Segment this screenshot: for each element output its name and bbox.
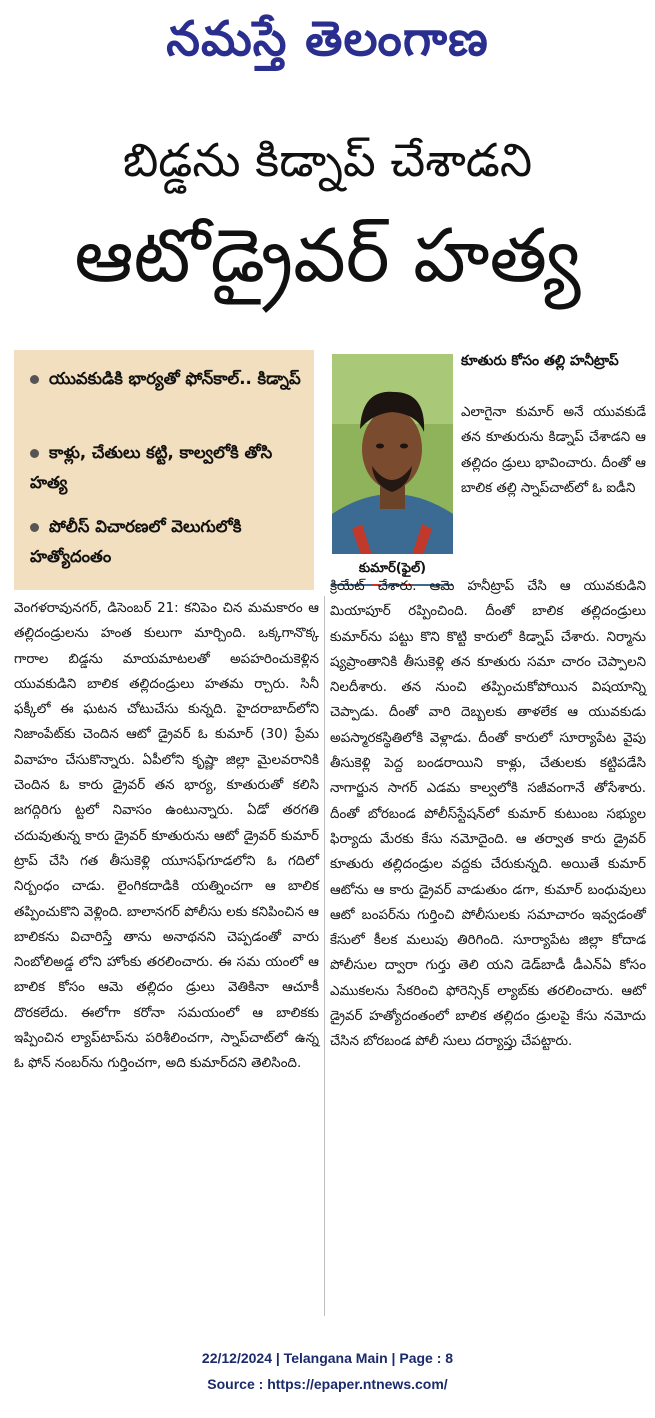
portrait-image: [332, 354, 453, 586]
photo-caption: కుమార్(ఫైల్): [332, 554, 453, 584]
footer-source: Source : https://epaper.ntnews.com/: [207, 1376, 448, 1392]
footer-date-edition: 22/12/2024 | Telangana Main | Page : 8: [201, 1350, 454, 1366]
headline-line-2: ఆటోడ్రైవర్ హత్య: [74, 213, 581, 299]
body-column-right-top: ఎలాగైనా కుమార్ అనే యువకుడే తన కూతురును కిడ్నాప్ చేశాడని ఆ తల్లిదం డ్రులు భావించారు. దీంతో ఆ బాలిక తల్లి స్నాప్‌చాట్‌లో ఓ ఐడీని: [461, 405, 646, 496]
headline-line-1: బిడ్డను కిడ్నాప్ చేశాడని: [122, 133, 533, 187]
highlight-item: [30, 512, 302, 572]
highlight-text: పోలీస్ విచారణలో వెలుగులోకి హత్యోదంతం: [30, 517, 242, 566]
bullet-icon: [30, 375, 39, 384]
subheading: కూతురు కోసం తల్లి హనీట్రాప్: [461, 353, 619, 369]
highlight-text: కాళ్లు, చేతులు కట్టి, కాల్వలోకి తోసి హత్య: [30, 443, 273, 492]
column-divider: [324, 596, 325, 1316]
bullet-icon: [30, 523, 39, 532]
masthead: నమస్తే తెలంగాణ: [166, 11, 489, 67]
highlight-item: [30, 364, 302, 394]
bullet-icon: [30, 449, 39, 458]
highlights-box: [14, 350, 314, 590]
body-column-right: క్రియేట్ చేశారు. ఆమె హనీట్రాప్ చేసి ఆ యువకుడిని మియాపూర్ రప్పించింది. దీంతో బాలిక తల్లిదండ్రులు కుమార్‌ను పట్టు కొని కొట్టి కారులో కిడ్నాప్ చేశారు. నిర్మాను ష్యప్రాంతానికి తీసుకెళ్లి తన కూతురు సమా చారం చెప్పాలని నిలదీశారు. తన నుంచి తప్పించుకోపోయిన విషయాన్ని చెప్పాడు. దీంతో వారి దెబ్బలకు తాళలేక ఆ యువకుడు అపస్మారకస్థితిలోకి వెళ్లాడు. దీంతో కారులో సూర్యాపేట వైపు తీసుకెళ్లి పెద్ద బండరాయిని కాళ్లు, చేతులకు కట్టిపడేసి నాగార్జున సాగర్ ఎడమ కాల్వలోకి సజీవంగానే తోసేశారు. దీంతో బోరబండ పోలీస్‌స్టేషన్‌లో కుమార్ కుటుంబ సభ్యుల ఫిర్యాదు మేరకు కేసు నమోదైంది. ఆ తర్వాత కారు డ్రైవర్ కూతురు తల్లిదండ్రుల వద్దకు చేరుకున్నది. అయితే కుమార్ ఆటోను ఆ కారు డ్రైవర్ వాడుతుం డగా, కుమార్ బంధువులు ఆటో బంపర్‌ను గుర్తించి పోలీసులకు సమాచారం ఇవ్వడంతో కేసులో కీలక మలుపు తిరిగింది. సూర్యాపేట జిల్లా కోదాడ పోలీసుల ద్వారా గుర్తు తెలి యని డెడ్‌బాడీ డీఎన్ఏ కోసం ఎముకలను సేకరించి ఫోరెన్సిక్ ల్యాబ్‌కు తరలించారు. ఆటో డ్రైవర్ హత్యోదంతంలో బాలిక తల్లిదం డ్రులపై కేసు నమోదు చేసిన బోరబండ పోలీ సులు దర్యాప్తు చేపట్టారు.: [330, 579, 646, 1050]
person-photo: [332, 354, 453, 586]
body-column-left: వెంగళరావునగర్, డిసెంబర్ 21: కనిపెం చిన మమకారం ఆ తల్లిదండ్రులను హంత కులుగా మార్చింది. ఒక్కగానొక్క గారాల బిడ్డను మాయమాటలతో అపహరించుకెళ్లిన యువకుడిని బాలిక తల్లిదండ్రులు హతమ ర్చారు. సినీ ఫక్కీలో ఈ ఘటన చోటుచేసు కున్నది. హైదరాబాద్‌లోని నిజాంపేట్‌కు చెందిన ఆటో డ్రైవర్ ఓ కుమార్ (30) ప్రేమ వివాహం చేసుకొన్నారు. ఏపీలోని కృష్ణా జిల్లా మైలవరానికి చెందిన ఓ కారు డ్రైవర్ తన భార్య, కూతురుతో కలిసి జగద్గిరిగు ట్టలో నివాసం ఉంటున్నారు. ఏడో తరగతి చదువుతున్న కారు డ్రైవర్ కూతురును ఆటో డ్రైవర్ కుమార్ ట్రాప్ చేసి గత తీసుకెళ్లి యూసఫ్‌గూడలోని ఓ గదిలో నిర్బంధం చాడు. లైంగికదాడికి యత్నించగా ఆ బాలిక తప్పించుకొని వెళ్లింది. బాలానగర్ పోలీసు లకు కనిపించిన ఆ బాలికను విచారిస్తే తాను అనాథనని చెప్పడంతో వారు నింబోలిఅడ్డ లోని హోంకు తరలించారు. ఈ సమ యంలో ఆ బాలిక కోసం ఆమె తల్లిదం డ్రులు వెతికినా ఆచూకీ దొరకలేదు. ఈలోగా కరోనా సమయంలో ఆ బాలికకు ఇప్పించిన ల్యాప్‌టాప్‌ను పరిశీలించగా, స్నాప్‌చాట్‌లో ఉన్న ఓ ఫోన్ నంబర్‌ను గుర్తించగా, అది కుమార్‌దని తెలిసింది.: [14, 601, 319, 1072]
highlight-text: యువకుడికి భార్యతో ఫోన్‌కాల్.. కిడ్నాప్: [49, 369, 301, 388]
highlight-item: [30, 438, 302, 498]
